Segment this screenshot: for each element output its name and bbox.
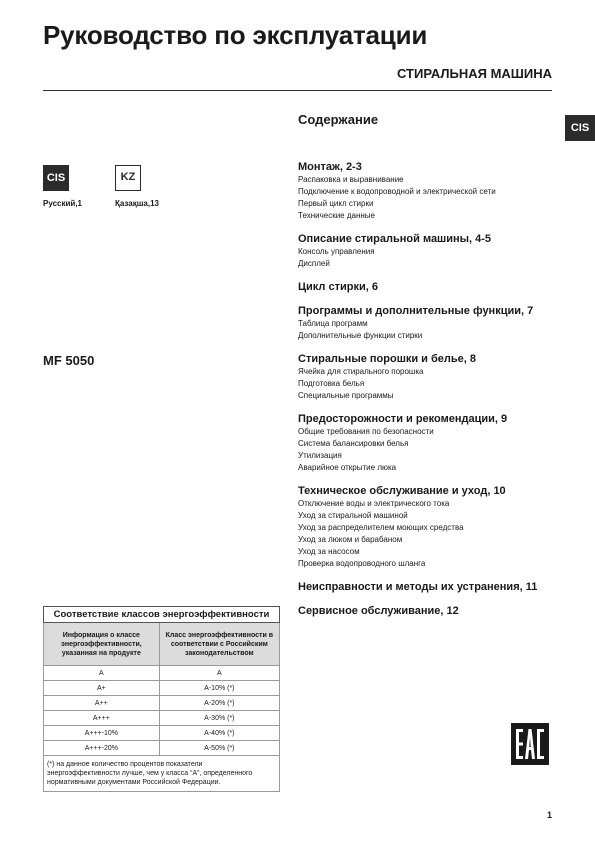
toc-section — [298, 160, 558, 222]
toc-item: Утилизация — [298, 451, 342, 460]
toc-item: Подготовка белья — [298, 379, 365, 388]
energy-table-header-product: Информация о классе энергоэффективности, указанная на продукте — [44, 623, 160, 666]
model-name: MF 5050 — [43, 353, 95, 368]
toc-heading: Программы и дополнительные функции, 7 — [298, 305, 534, 317]
toc-item: Ячейка для стирального порошка — [298, 367, 424, 376]
toc-item: Проверка водопроводного шланга — [298, 559, 426, 568]
table-row — [44, 681, 280, 696]
toc-item: Отключение воды и электрического тока — [298, 499, 450, 508]
table-cell: A+++-20% — [44, 741, 160, 756]
toc-section — [298, 580, 558, 594]
toc-item: Уход за распределителем моющих средства — [298, 523, 464, 532]
table-cell: A++ — [44, 696, 160, 711]
table-row — [44, 726, 280, 741]
table-row — [44, 711, 280, 726]
table-of-contents — [298, 160, 558, 628]
toc-item: Консоль управления — [298, 247, 375, 256]
toc-item: Распаковка и выравнивание — [298, 175, 404, 184]
toc-section — [298, 352, 558, 402]
toc-section — [298, 484, 558, 570]
toc-item: Аварийное открытие люка — [298, 463, 397, 472]
toc-item: Дополнительные функции стирки — [298, 331, 423, 340]
toc-section — [298, 280, 558, 294]
toc-item: Общие требования по безопасности — [298, 427, 434, 436]
toc-item: Технические данные — [298, 211, 376, 220]
toc-heading: Техническое обслуживание и уход, 10 — [298, 485, 506, 497]
page-subtitle: СТИРАЛЬНАЯ МАШИНА — [396, 66, 552, 81]
toc-heading: Монтаж, 2-3 — [298, 161, 362, 173]
toc-heading: Описание стиральной машины, 4-5 — [298, 233, 492, 245]
toc-item: Уход за насосом — [298, 547, 360, 556]
table-cell: A+++ — [44, 711, 160, 726]
toc-heading: Неисправности и методы их устранения, 11 — [298, 581, 538, 593]
energy-table-header-russian: Класс энергоэффективности в соответствии с Российским законодательством — [159, 623, 279, 666]
table-cell: A-40% (*) — [159, 726, 279, 741]
toc-heading: Предосторожности и рекомендации, 9 — [298, 413, 508, 425]
table-row — [44, 666, 280, 681]
toc-heading: Стиральные порошки и белье, 8 — [298, 353, 477, 365]
toc-heading: Цикл стирки, 6 — [298, 281, 378, 293]
page-title: Руководство по эксплуатации — [43, 20, 428, 50]
table-cell: A-30% (*) — [159, 711, 279, 726]
toc-section — [298, 232, 558, 270]
page-number: 1 — [546, 810, 552, 820]
toc-item: Таблица программ — [298, 319, 368, 328]
eac-mark-icon — [511, 723, 549, 765]
energy-efficiency-table — [43, 606, 280, 792]
energy-table-title: Соответствие классов энергоэффективности — [44, 607, 280, 623]
table-row — [44, 741, 280, 756]
table-cell: A+++-10% — [44, 726, 160, 741]
cis-side-tab: CIS — [565, 115, 595, 141]
toc-section — [298, 604, 558, 618]
table-cell: A+ — [44, 681, 160, 696]
lang-label-kazakh: Қазақша,13 — [115, 199, 159, 208]
contents-title: Содержание — [298, 112, 379, 127]
table-row — [44, 696, 280, 711]
table-cell: A-50% (*) — [159, 741, 279, 756]
table-cell: A — [159, 666, 279, 681]
toc-item: Уход за стиральной машиной — [298, 511, 408, 520]
toc-section — [298, 412, 558, 474]
lang-code-cis: CIS — [43, 165, 69, 191]
table-cell: A — [44, 666, 160, 681]
header-divider — [43, 90, 552, 91]
toc-item: Подключение к водопроводной и электрической сети — [298, 187, 496, 196]
toc-item: Система балансировки белья — [298, 439, 409, 448]
toc-section — [298, 304, 558, 342]
toc-item: Уход за люком и барабаном — [298, 535, 403, 544]
lang-code-kz: KZ — [115, 165, 141, 191]
toc-item: Специальные программы — [298, 391, 394, 400]
toc-item: Дисплей — [298, 259, 330, 268]
table-cell: A-10% (*) — [159, 681, 279, 696]
toc-heading: Сервисное обслуживание, 12 — [298, 605, 459, 617]
eac-logo — [511, 723, 549, 765]
energy-table-footnote: (*) на данное количество процентов показатели энергоэффективности лучше, чем у класса “A”, определенного нормативными документами Российской Федерации. — [44, 756, 280, 792]
table-cell: A-20% (*) — [159, 696, 279, 711]
toc-item: Первый цикл стирки — [298, 199, 374, 208]
lang-label-russian: Русский,1 — [43, 199, 82, 208]
